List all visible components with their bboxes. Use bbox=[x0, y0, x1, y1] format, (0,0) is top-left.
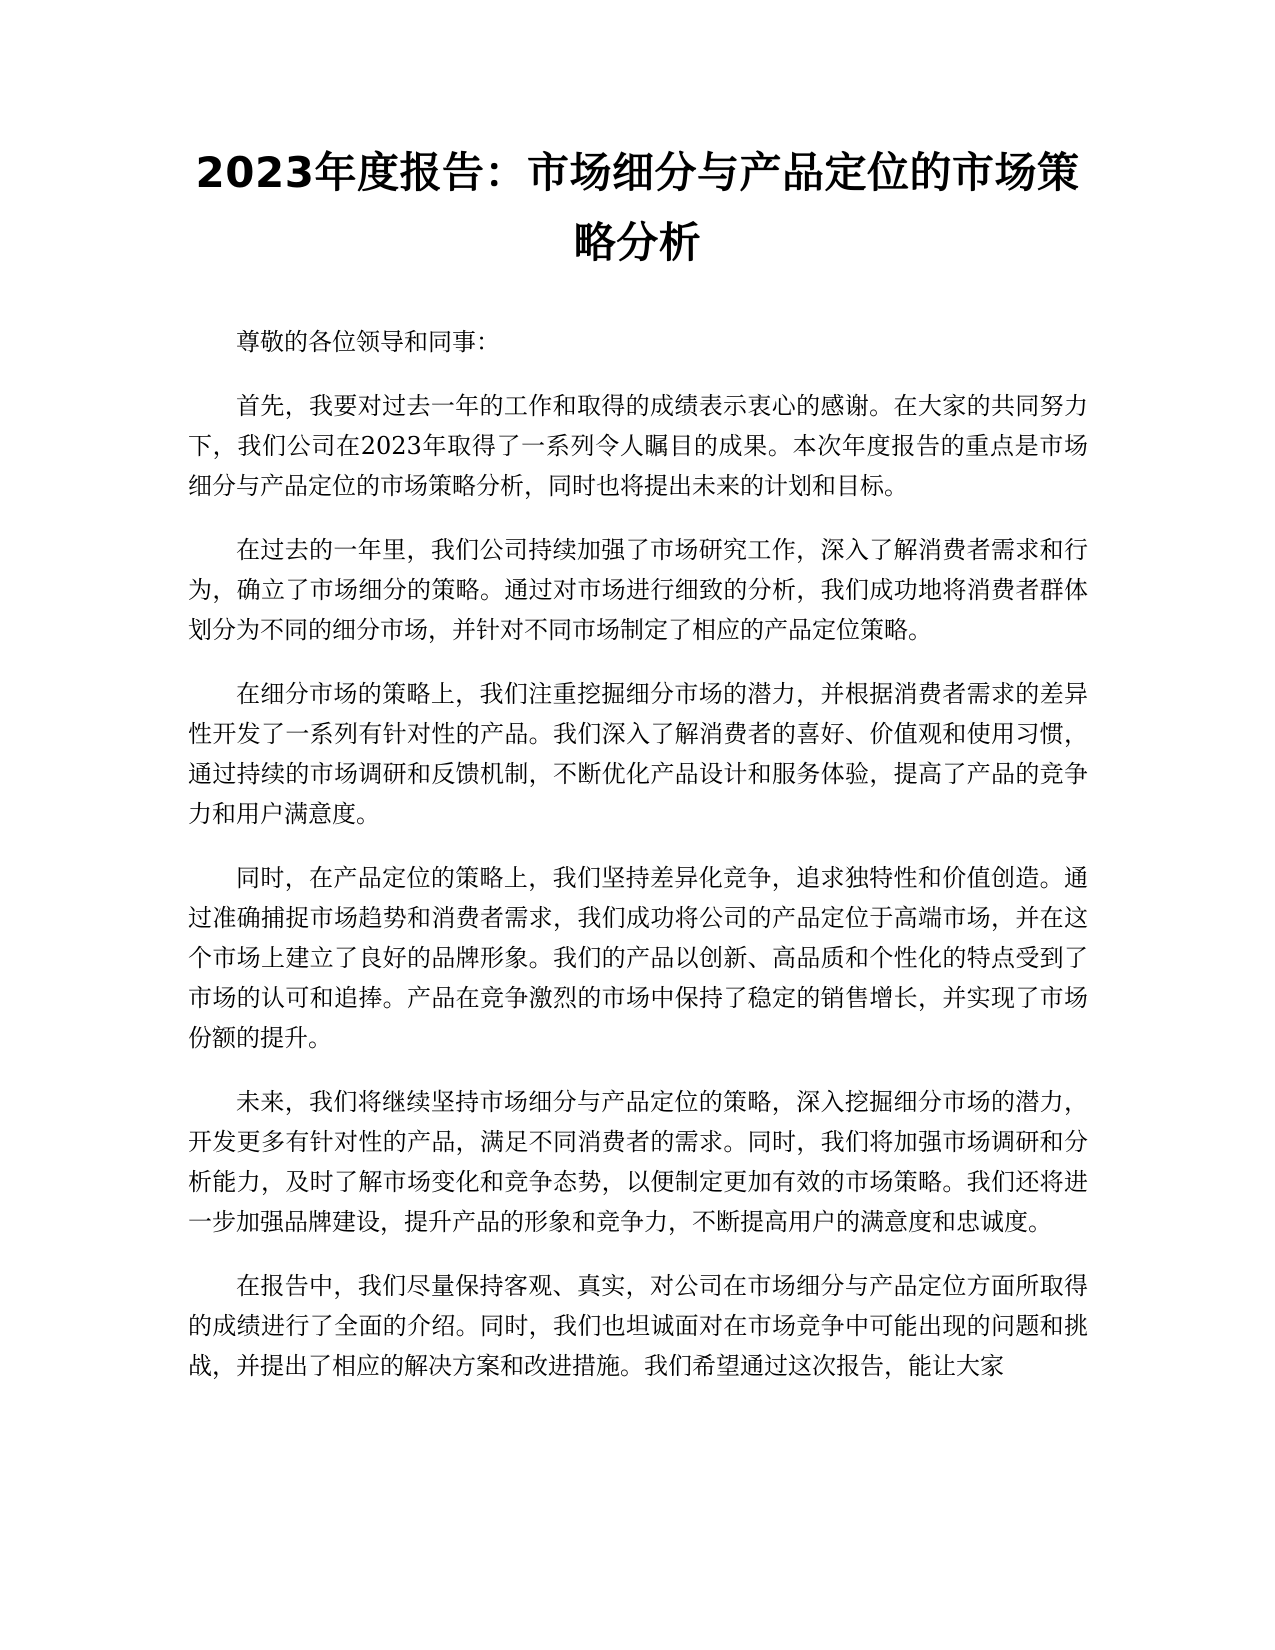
paragraph-report-summary: 在报告中，我们尽量保持客观、真实，对公司在市场细分与产品定位方面所取得的成绩进行了全面的介绍。同时，我们也坦诚面对在市场竞争中可能出现的问题和挑战，并提出了相应的解决方案和改进措施。我们希望通过这次报告，能让大家 bbox=[188, 1272, 1088, 1380]
paragraph-market-research: 在过去的一年里，我们公司持续加强了市场研究工作，深入了解消费者需求和行为，确立了市场细分的策略。通过对市场进行细致的分析，我们成功地将消费者群体划分为不同的细分市场，并针对不同市场制定了相应的产品定位策略。 bbox=[188, 536, 1088, 644]
document-body bbox=[188, 322, 1088, 1410]
paragraph-positioning-strategy: 同时，在产品定位的策略上，我们坚持差异化竞争，追求独特性和价值创造。通过准确捕捉市场趋势和消费者需求，我们成功将公司的产品定位于高端市场，并在这个市场上建立了良好的品牌形象。我们的产品以创新、高品质和个性化的特点受到了市场的认可和追捧。产品在竞争激烈的市场中保持了稳定的销售增长，并实现了市场份额的提升。 bbox=[188, 864, 1088, 1052]
paragraph-future-plans: 未来，我们将继续坚持市场细分与产品定位的策略，深入挖掘细分市场的潜力，开发更多有针对性的产品，满足不同消费者的需求。同时，我们将加强市场调研和分析能力，及时了解市场变化和竞争态势，以便制定更加有效的市场策略。我们还将进一步加强品牌建设，提升产品的形象和竞争力，不断提高用户的满意度和忠诚度。 bbox=[188, 1088, 1088, 1236]
paragraph-segmentation-strategy: 在细分市场的策略上，我们注重挖掘细分市场的潜力，并根据消费者需求的差异性开发了一系列有针对性的产品。我们深入了解消费者的喜好、价值观和使用习惯，通过持续的市场调研和反馈机制，不断优化产品设计和服务体验，提高了产品的竞争力和用户满意度。 bbox=[188, 680, 1088, 828]
document-title: 2023年度报告：市场细分与产品定位的市场策略分析 bbox=[195, 148, 1080, 267]
paragraph-greeting: 尊敬的各位领导和同事： bbox=[236, 328, 500, 356]
paragraph-intro: 首先，我要对过去一年的工作和取得的成绩表示衷心的感谢。在大家的共同努力下，我们公司在2023年取得了一系列令人瞩目的成果。本次年度报告的重点是市场细分与产品定位的市场策略分析，同时也将提出未来的计划和目标。 bbox=[188, 392, 1088, 500]
